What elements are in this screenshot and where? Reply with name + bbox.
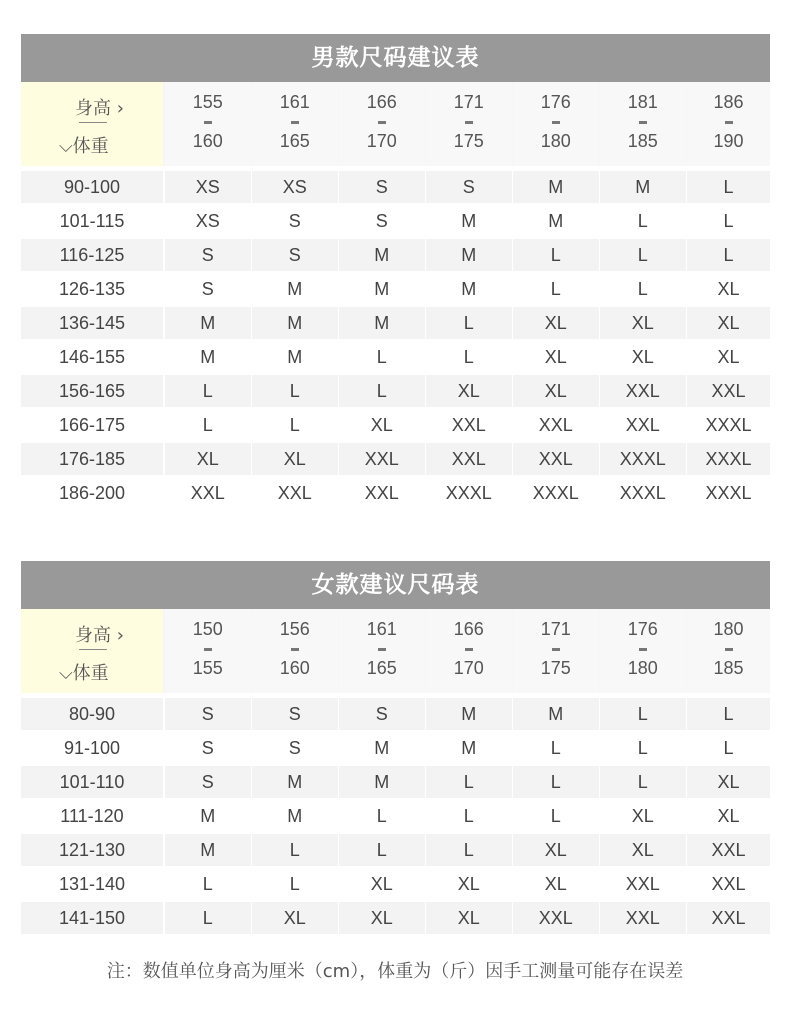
weight-range-cell: 80-90: [21, 698, 163, 730]
women-table-title: 女款建议尺码表: [21, 561, 770, 609]
table-row: [21, 834, 770, 866]
size-cell: XL: [513, 375, 599, 407]
size-cell: XL: [687, 766, 770, 798]
size-cell: M: [426, 273, 512, 305]
size-cell: XXXL: [426, 477, 512, 509]
height-to: 160: [192, 131, 223, 151]
table-row: [21, 273, 770, 305]
height-from: 166: [366, 92, 397, 112]
height-from: 166: [453, 619, 484, 639]
size-cell: XL: [339, 902, 425, 934]
table-row: [21, 766, 770, 798]
size-cell: L: [252, 868, 338, 900]
size-cell: S: [426, 171, 512, 203]
height-range-header: [252, 82, 338, 166]
weight-range-cell: 101-115: [21, 205, 163, 237]
size-cell: S: [339, 698, 425, 730]
range-dash: [291, 648, 299, 651]
size-cell: M: [513, 698, 599, 730]
height-to: 170: [453, 658, 484, 678]
weight-axis-label: ⌵体重: [59, 663, 109, 684]
size-cell: S: [165, 239, 251, 271]
table-row: [21, 443, 770, 475]
size-cell: L: [339, 375, 425, 407]
weight-range-cell: 146-155: [21, 341, 163, 373]
size-cell: XL: [513, 834, 599, 866]
size-cell: M: [339, 307, 425, 339]
height-to: 175: [540, 658, 571, 678]
size-cell: M: [513, 171, 599, 203]
size-cell: L: [426, 307, 512, 339]
table-row: [21, 341, 770, 373]
height-to: 185: [713, 658, 744, 678]
size-cell: XXXL: [687, 443, 770, 475]
size-cell: XXL: [600, 409, 686, 441]
size-cell: S: [252, 732, 338, 764]
size-cell: XL: [513, 307, 599, 339]
size-cell: XXXL: [600, 477, 686, 509]
size-cell: L: [339, 834, 425, 866]
size-cell: XL: [165, 443, 251, 475]
size-cell: S: [339, 205, 425, 237]
size-cell: S: [252, 239, 338, 271]
size-cell: L: [687, 698, 770, 730]
size-cell: M: [252, 273, 338, 305]
size-cell: L: [426, 800, 512, 832]
size-cell: XXL: [426, 443, 512, 475]
size-cell: XL: [339, 868, 425, 900]
height-to: 185: [627, 131, 658, 151]
women-size-table: [21, 561, 770, 934]
height-from: 161: [366, 619, 397, 639]
size-cell: L: [165, 409, 251, 441]
range-dash: [204, 121, 212, 124]
height-from: 186: [713, 92, 744, 112]
men-table-body: [21, 171, 770, 509]
range-dash: [465, 648, 473, 651]
size-cell: L: [252, 409, 338, 441]
size-cell: XXL: [165, 477, 251, 509]
size-cell: L: [426, 341, 512, 373]
weight-range-cell: 136-145: [21, 307, 163, 339]
weight-axis-label: ⌵体重: [59, 136, 109, 157]
size-cell: XXXL: [513, 477, 599, 509]
table-row: [21, 800, 770, 832]
size-cell: L: [339, 341, 425, 373]
height-from: 181: [627, 92, 658, 112]
men-height-header-row: [21, 82, 770, 166]
height-to: 165: [279, 131, 310, 151]
table-row: [21, 868, 770, 900]
weight-range-cell: 101-110: [21, 766, 163, 798]
size-cell: XXL: [600, 375, 686, 407]
range-dash: [291, 121, 299, 124]
size-cell: M: [252, 766, 338, 798]
size-cell: L: [600, 766, 686, 798]
table-row: [21, 375, 770, 407]
size-cell: XL: [513, 868, 599, 900]
size-cell: M: [426, 205, 512, 237]
range-dash: [725, 648, 733, 651]
range-dash: [725, 121, 733, 124]
size-cell: M: [165, 800, 251, 832]
height-range-header: [687, 82, 770, 166]
size-cell: L: [600, 273, 686, 305]
size-cell: XXL: [513, 409, 599, 441]
height-from: 176: [540, 92, 571, 112]
size-cell: XXXL: [600, 443, 686, 475]
size-cell: L: [165, 375, 251, 407]
weight-range-cell: 186-200: [21, 477, 163, 509]
size-cell: XXL: [513, 443, 599, 475]
size-cell: XL: [687, 341, 770, 373]
size-cell: L: [339, 800, 425, 832]
size-cell: XXL: [687, 375, 770, 407]
size-cell: M: [165, 341, 251, 373]
height-range-header: [687, 609, 770, 693]
size-cell: M: [426, 698, 512, 730]
size-cell: M: [165, 307, 251, 339]
size-cell: S: [252, 698, 338, 730]
size-cell: L: [426, 766, 512, 798]
size-cell: M: [252, 800, 338, 832]
height-from: 176: [627, 619, 658, 639]
size-cell: XL: [426, 375, 512, 407]
height-range-header: [600, 82, 686, 166]
size-cell: M: [252, 341, 338, 373]
range-dash: [204, 648, 212, 651]
size-cell: M: [426, 732, 512, 764]
size-cell: L: [165, 868, 251, 900]
corner-divider: [79, 122, 107, 123]
size-cell: M: [339, 273, 425, 305]
women-table-body: [21, 698, 770, 934]
height-range-header: [426, 609, 512, 693]
height-range-header: [600, 609, 686, 693]
height-to: 180: [627, 658, 658, 678]
height-range-header: [513, 82, 599, 166]
size-cell: S: [165, 732, 251, 764]
weight-range-cell: 141-150: [21, 902, 163, 934]
size-cell: XL: [687, 273, 770, 305]
table-row: [21, 477, 770, 509]
size-cell: M: [339, 239, 425, 271]
weight-range-cell: 116-125: [21, 239, 163, 271]
size-cell: XXL: [600, 902, 686, 934]
size-cell: L: [600, 205, 686, 237]
height-axis-label: 身高 ›: [75, 625, 124, 646]
size-cell: L: [513, 239, 599, 271]
weight-range-cell: 166-175: [21, 409, 163, 441]
size-cell: L: [513, 732, 599, 764]
size-cell: L: [513, 800, 599, 832]
size-cell: S: [165, 273, 251, 305]
height-from: 171: [453, 92, 484, 112]
size-cell: XL: [600, 834, 686, 866]
table-row: [21, 307, 770, 339]
weight-range-cell: 176-185: [21, 443, 163, 475]
size-cell: S: [165, 766, 251, 798]
height-axis-label: 身高 ›: [75, 98, 124, 119]
size-cell: XL: [600, 307, 686, 339]
size-cell: XXL: [339, 443, 425, 475]
men-size-table: [21, 34, 770, 509]
size-cell: L: [426, 834, 512, 866]
size-cell: S: [252, 205, 338, 237]
height-range-header: [165, 609, 251, 693]
weight-range-cell: 126-135: [21, 273, 163, 305]
size-cell: XXXL: [687, 477, 770, 509]
weight-range-cell: 121-130: [21, 834, 163, 866]
height-from: 161: [279, 92, 310, 112]
range-dash: [378, 648, 386, 651]
women-height-header-row: [21, 609, 770, 693]
height-to: 175: [453, 131, 484, 151]
height-range-header: [339, 82, 425, 166]
size-cell: L: [165, 902, 251, 934]
table-row: [21, 171, 770, 203]
size-cell: XL: [426, 902, 512, 934]
height-to: 160: [279, 658, 310, 678]
size-cell: XS: [165, 171, 251, 203]
height-range-header: [165, 82, 251, 166]
size-cell: XL: [339, 409, 425, 441]
size-cell: S: [165, 698, 251, 730]
table-row: [21, 205, 770, 237]
size-cell: M: [513, 205, 599, 237]
men-corner-cell: [21, 82, 163, 166]
size-cell: L: [687, 239, 770, 271]
height-to: 165: [366, 658, 397, 678]
height-to: 180: [540, 131, 571, 151]
women-corner-cell: [21, 609, 163, 693]
size-cell: L: [252, 375, 338, 407]
height-range-header: [339, 609, 425, 693]
size-cell: L: [687, 171, 770, 203]
height-range-header: [426, 82, 512, 166]
weight-range-cell: 131-140: [21, 868, 163, 900]
range-dash: [639, 648, 647, 651]
size-cell: M: [165, 834, 251, 866]
height-from: 155: [192, 92, 223, 112]
table-row: [21, 239, 770, 271]
size-cell: XL: [600, 800, 686, 832]
size-cell: M: [339, 732, 425, 764]
range-dash: [639, 121, 647, 124]
size-cell: M: [426, 239, 512, 271]
size-cell: XL: [252, 902, 338, 934]
range-dash: [378, 121, 386, 124]
size-cell: XL: [687, 307, 770, 339]
size-cell: XXL: [426, 409, 512, 441]
height-from: 171: [540, 619, 571, 639]
corner-divider: [79, 649, 107, 650]
range-dash: [552, 648, 560, 651]
weight-range-cell: 91-100: [21, 732, 163, 764]
size-cell: L: [600, 698, 686, 730]
range-dash: [552, 121, 560, 124]
size-cell: XS: [252, 171, 338, 203]
height-range-header: [252, 609, 338, 693]
size-cell: XL: [687, 800, 770, 832]
size-cell: XXXL: [687, 409, 770, 441]
size-cell: L: [687, 732, 770, 764]
size-cell: L: [252, 834, 338, 866]
size-cell: XXL: [687, 902, 770, 934]
table-row: [21, 698, 770, 730]
height-from: 180: [713, 619, 744, 639]
size-cell: L: [513, 273, 599, 305]
size-cell: L: [600, 239, 686, 271]
height-from: 150: [192, 619, 223, 639]
range-dash: [465, 121, 473, 124]
size-cell: XXL: [252, 477, 338, 509]
size-cell: M: [600, 171, 686, 203]
weight-range-cell: 111-120: [21, 800, 163, 832]
size-cell: L: [600, 732, 686, 764]
height-to: 170: [366, 131, 397, 151]
size-cell: M: [339, 766, 425, 798]
weight-range-cell: 156-165: [21, 375, 163, 407]
size-cell: XL: [600, 341, 686, 373]
size-cell: XXL: [687, 868, 770, 900]
height-to: 155: [192, 658, 223, 678]
table-row: [21, 409, 770, 441]
height-range-header: [513, 609, 599, 693]
height-to: 190: [713, 131, 744, 151]
table-row: [21, 902, 770, 934]
size-cell: XXL: [600, 868, 686, 900]
size-cell: XL: [513, 341, 599, 373]
table-row: [21, 732, 770, 764]
measurement-footnote: 注：数值单位身高为厘米（cm），体重为（斤）因手工测量可能存在误差: [106, 961, 684, 982]
size-cell: XL: [252, 443, 338, 475]
size-cell: L: [687, 205, 770, 237]
size-cell: XS: [165, 205, 251, 237]
size-cell: L: [513, 766, 599, 798]
size-cell: XXL: [339, 477, 425, 509]
size-cell: XXL: [687, 834, 770, 866]
weight-range-cell: 90-100: [21, 171, 163, 203]
size-cell: XL: [426, 868, 512, 900]
men-table-title: 男款尺码建议表: [21, 34, 770, 82]
height-from: 156: [279, 619, 310, 639]
size-cell: M: [252, 307, 338, 339]
size-cell: XXL: [513, 902, 599, 934]
size-cell: S: [339, 171, 425, 203]
